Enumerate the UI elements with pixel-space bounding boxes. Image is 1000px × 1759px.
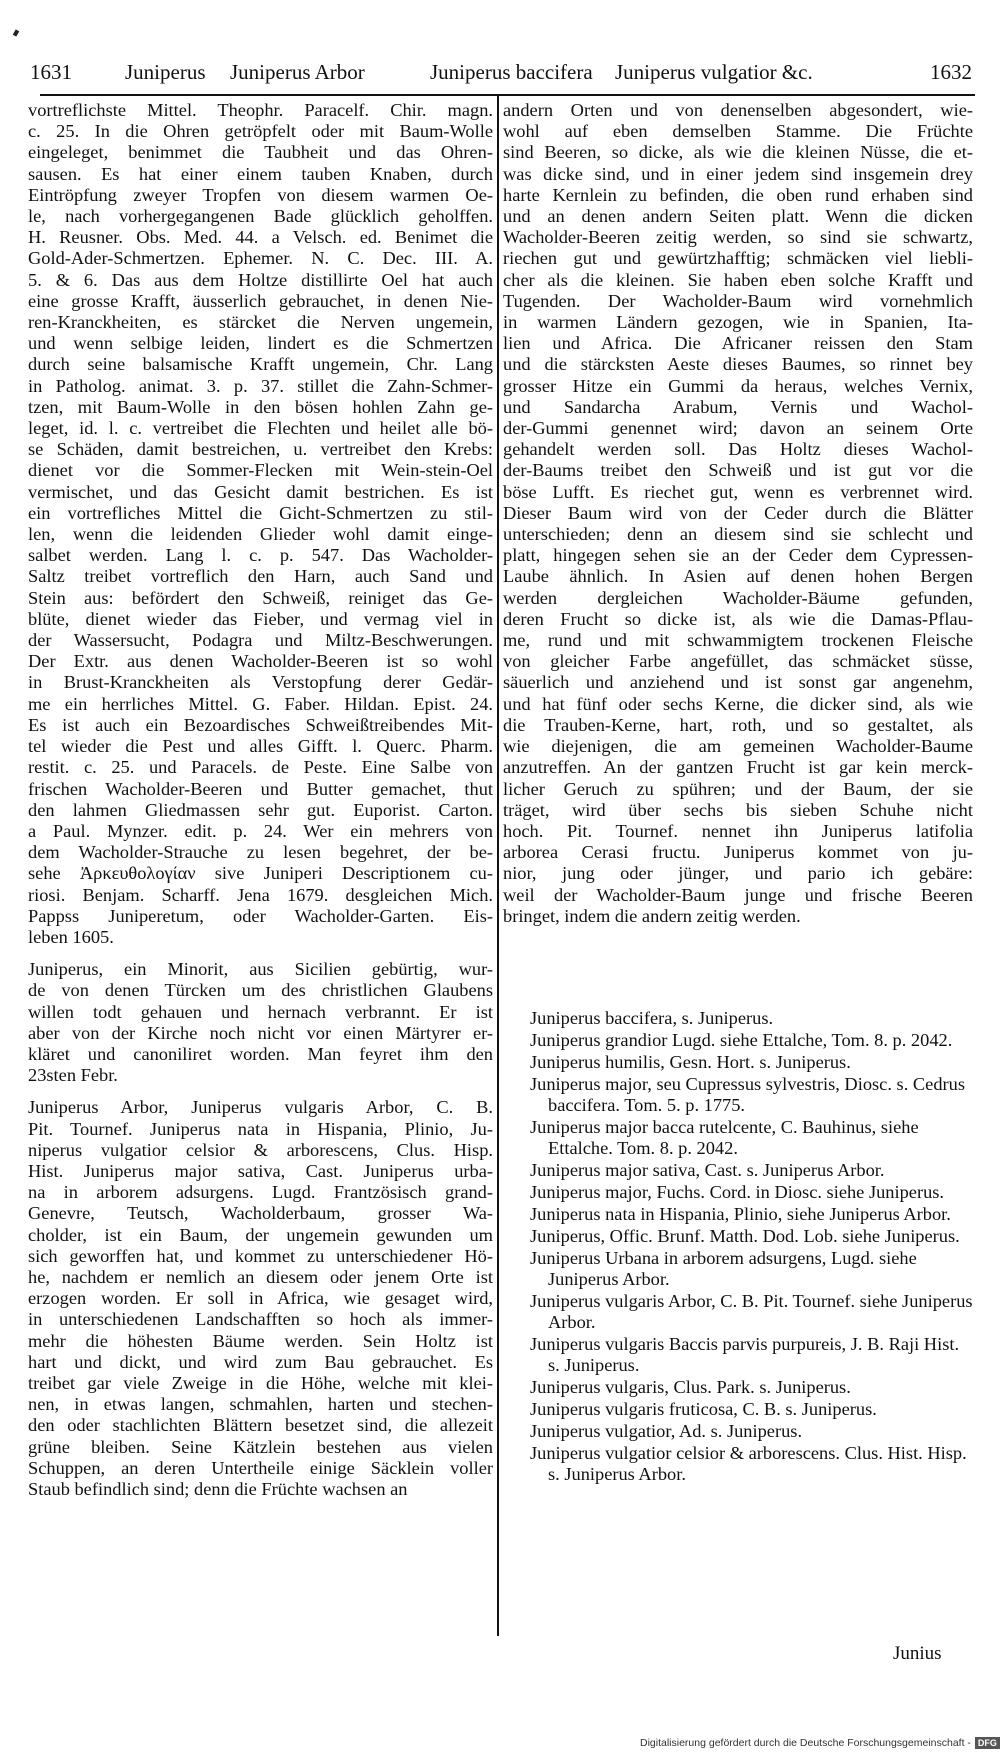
text-line: wohl auf eben demselben Stamme. Die Früchte	[503, 121, 973, 142]
text-line: tel wieder die Pest und alles Gifft. l. Querc. Pharm.	[28, 736, 493, 757]
index-entry: Juniperus grandior Lugd. siehe Ettalche, Tom. 8. p. 2042.	[530, 1030, 953, 1050]
text-line: säuerlich und anziehend und ist sonst gar angenehm,	[503, 672, 973, 693]
text-line: träget, wird über sechs bis sieben Schuhe nicht	[503, 799, 973, 820]
text-line: willen todt gehauen und hernach verbrannt. Er ist	[28, 1001, 493, 1022]
text-line: grosser Hitze ein Gummi da heraus, welches Vernix,	[503, 375, 973, 396]
text-line: und an denen andern Seiten platt. Wenn die dicken	[503, 206, 973, 227]
text-line: Es ist auch ein Bezoardisches Schweißtreibendes Mit-	[28, 714, 493, 735]
text-line: Tugenden. Der Wacholder-Baum wird vornehmlich	[503, 290, 973, 311]
text-line: mehr die höhesten Bäume werden. Sein Holtz ist	[28, 1330, 493, 1351]
right-head-2: Juniperus vulgatior &c.	[615, 60, 813, 84]
text-line: böse Lufft. Es riechet gut, wenn es verbrennet wird.	[503, 481, 973, 502]
text-line: dem Wacholder-Strauche zu lesen begehret, der be-	[28, 842, 493, 863]
digitization-footer	[640, 1737, 997, 1753]
text-line: le, nach vorhergegangenen Bade glücklich geholffen.	[28, 206, 493, 227]
text-line: Gold-Ader-Schmertzen. Ephemer. N. C. Dec. III. A.	[28, 248, 493, 269]
text-line: blüte, dienet wieder das Fieber, und vermag viel in	[28, 608, 493, 629]
catchword: Junius	[893, 1643, 942, 1664]
footer-text: Digitalisierung gefördert durch die Deutsche Forschungsgemeinschaft -	[640, 1737, 971, 1749]
text-line: cholder, ist ein Baum, der ungemein gewunden um	[28, 1224, 493, 1245]
right-paragraph-1	[503, 100, 973, 927]
text-line: c. 25. In die Ohren getröpfelt oder mit Baum-Wolle	[28, 121, 493, 142]
text-line: ren-Kranckheiten, es stärcket die Nerven ungemein,	[28, 312, 493, 333]
text-line: tzen, mit Baum-Wolle in den bösen hohlen Zahn ge-	[28, 396, 493, 417]
left-column	[28, 100, 493, 1500]
text-line: dienet vor die Sommer-Flecken mit Wein-stein-Oel	[28, 460, 493, 481]
text-line: die Trauben-Kerne, hart, roth, und so gestaltet, als	[503, 714, 973, 735]
text-line: Pit. Tournef. Juniperus nata in Hispania, Plinio, Ju-	[28, 1118, 493, 1139]
text-line: in unterschiedenen Landschafften so hoch als immer-	[28, 1309, 493, 1330]
text-line: leget, id. l. c. vertreibet die Flechten und heilet alle bö-	[28, 418, 493, 439]
text-line: Juniperus, ein Minorit, aus Sicilien gebürtig, wur-	[28, 959, 493, 980]
index-entry: Juniperus vulgatior, Ad. s. Juniperus.	[530, 1421, 803, 1441]
cross-reference-list	[530, 1008, 975, 1486]
index-entry: Juniperus vulgaris Baccis parvis purpureis, J. B. Raji Hist. s. Juniperus.	[530, 1334, 960, 1375]
text-line: vermischet, und das Gesicht damit bestrichen. Es ist	[28, 481, 493, 502]
text-line: Wacholder-Beeren zeitig werden, so sind sie schwartz,	[503, 227, 973, 248]
text-line: Der Extr. aus denen Wacholder-Beeren ist so wohl	[28, 651, 493, 672]
left-paragraph-2	[28, 959, 493, 1086]
text-line: Staub befindlich sind; denn die Früchte wachsen an	[28, 1479, 408, 1499]
text-line: und Sandarcha Arabum, Vernis und Wachol-	[503, 396, 973, 417]
text-line: nior, jung oder jünger, und pario ich gebäre:	[503, 863, 973, 884]
text-line: sich geworffen hat, und kommet zu unterschiedener Hö-	[28, 1245, 493, 1266]
text-line: sind Beeren, so dicke, als wie die kleinen Nüsse, die et-	[503, 142, 973, 163]
text-line: erzogen worden. Er soll in Africa, wie gesaget wird,	[28, 1288, 493, 1309]
text-line: wie diejenigen, die am gemeinen Wacholder-Baume	[503, 736, 973, 757]
scan-mark	[13, 29, 19, 36]
text-line: de von denen Türcken um des christlichen Glaubens	[28, 980, 493, 1001]
text-line: in Patholog. animat. 3. p. 37. stillet die Zahn-Schmer-	[28, 375, 493, 396]
text-line: riechen gut und gewürtzhafftig; schmäcken viel liebli-	[503, 248, 973, 269]
left-paragraph-1	[28, 100, 493, 948]
text-line: in Brust-Kranckheiten als Verstopfung derer Gedär-	[28, 672, 493, 693]
text-line: werden dergleichen Wacholder-Bäume gefunden,	[503, 587, 973, 608]
dfg-logo: DFG	[975, 1737, 1000, 1749]
text-line: und wenn selbige leiden, lindert es die Schmertzen	[28, 333, 493, 354]
text-line: Laube ähnlich. In Asien auf denen hohen Bergen	[503, 566, 973, 587]
text-line: deren Frucht so dicke ist, als wie die Damas-Pflau-	[503, 608, 973, 629]
text-line: lien und Africa. Die Africaner reissen den Stam	[503, 333, 973, 354]
text-line: na in arborem adsurgens. Lugd. Frantzösisch grand-	[28, 1182, 493, 1203]
text-line: Genevre, Teutsch, Wacholderbaum, grosser Wa-	[28, 1203, 493, 1224]
right-head-1: Juniperus baccifera	[430, 60, 593, 84]
column-divider	[497, 96, 499, 1636]
index-entry: Juniperus major, seu Cupressus sylvestris, Diosc. s. Cedrus baccifera. Tom. 5. p. 1775.	[530, 1074, 965, 1115]
text-line: Schuppen, an deren Untertheile einige Säcklein voller	[28, 1457, 493, 1478]
text-line: Stein aus: befördert den Schweiß, reiniget das Ge-	[28, 587, 493, 608]
text-line: nen, in etwas langen, schmahlen, harten und stechen-	[28, 1394, 493, 1415]
left-paragraph-3	[28, 1097, 493, 1500]
text-line: eingeleget, benimmet die Taubheit und das Ohren-	[28, 142, 493, 163]
text-line: 5. & 6. Das aus dem Holtze distillirte Oel hat auch	[28, 269, 493, 290]
text-line: der-Gummi genennet wird; davon an seinem Orte	[503, 418, 973, 439]
index-entry: Juniperus humilis, Gesn. Hort. s. Juniperus.	[530, 1052, 851, 1072]
index-entry: Juniperus major bacca rutelcente, C. Bauhinus, siehe Ettalche. Tom. 8. p. 2042.	[530, 1117, 919, 1158]
left-page-number: 1631	[30, 60, 72, 84]
index-entry: Juniperus vulgatior celsior & arborescens. Clus. Hist. Hisp. s. Juniperus Arbor.	[530, 1443, 967, 1484]
text-line: licher Geruch zu spühren; und der Baum, der sie	[503, 778, 973, 799]
text-line: se Schäden, damit bestreichen, u. vertreibet den Krebs:	[28, 439, 493, 460]
text-line: aber von der Kirche noch nicht vor einen Märtyrer er-	[28, 1022, 493, 1043]
text-line: und hat fünf oder sechs Kerne, die dicker sind, als wie	[503, 693, 973, 714]
index-entry: Juniperus Urbana in arborem adsurgens, Lugd. siehe Juniperus Arbor.	[530, 1248, 917, 1289]
text-line: cher als die kleinen. Sie haben eben solche Krafft und	[503, 269, 973, 290]
text-line: kläret und canoniliret worden. Man feyret ihm den	[28, 1043, 493, 1064]
text-line: frischen Wacholder-Beeren und Butter gemachet, thut	[28, 778, 493, 799]
text-line: der-Baums treibet den Schweiß und ist gut vor die	[503, 460, 973, 481]
text-line: Hist. Juniperus major sativa, Cast. Juniperus urba-	[28, 1160, 493, 1181]
text-line: und die stärcksten Aeste dieses Baumes, so rinnet bey	[503, 354, 973, 375]
text-line: riosi. Benjam. Scharff. Jena 1679. desgleichen Mich.	[28, 884, 493, 905]
text-line: vortreflichste Mittel. Theophr. Paracelf. Chir. magn.	[28, 100, 493, 120]
header-rule	[40, 94, 975, 96]
index-entry: Juniperus nata in Hispania, Plinio, siehe Juniperus Arbor.	[530, 1204, 951, 1224]
right-column	[503, 100, 973, 927]
text-line: 23sten Febr.	[28, 1065, 118, 1086]
text-line: den lahmen Gliedmassen sehr gut. Euporist. Carton.	[28, 799, 493, 820]
text-line: andern Orten und von denenselben abgesondert, wie-	[503, 100, 973, 120]
text-line: restit. c. 25. und Paracels. de Peste. Eine Salbe von	[28, 757, 493, 778]
text-line: anzutreffen. An der gantzen Frucht ist gar kein merck-	[503, 757, 973, 778]
text-line: niperus vulgatior celsior & arborescens, Clus. Hisp.	[28, 1139, 493, 1160]
text-line: der Wassersucht, Podagra und Miltz-Beschwerungen.	[28, 630, 493, 651]
right-page-number: 1632	[930, 60, 972, 84]
text-line: grüne bleiben. Seine Kätzlein bestehen aus vielen	[28, 1436, 493, 1457]
text-line: gehandelt werden soll. Das Holtz dieses Wachol-	[503, 439, 973, 460]
index-entry: Juniperus vulgaris, Clus. Park. s. Juniperus.	[530, 1377, 851, 1397]
text-line: weil der Wacholder-Baum junge und frische Beeren	[503, 884, 973, 905]
text-line: hoch. Pit. Tournef. nennet ihn Juniperus latifolia	[503, 820, 973, 841]
text-line: von gleicher Farbe angefüllet, das schmäcket süsse,	[503, 651, 973, 672]
index-entry: Juniperus major sativa, Cast. s. Juniperus Arbor.	[530, 1160, 885, 1180]
text-line: len, wenn die leidenden Glieder wohl damit einge-	[28, 524, 493, 545]
text-line: platt, hingegen sehen sie an der Ceder dem Cypressen-	[503, 545, 973, 566]
text-line: salbet werden. Lang l. c. p. 547. Das Wacholder-	[28, 545, 493, 566]
text-line: was dicke sind, und in einer jedem sind insgemein drey	[503, 163, 973, 184]
text-line: leben 1605.	[28, 926, 114, 947]
index-entry: Juniperus vulgaris fruticosa, C. B. s. Juniperus.	[530, 1399, 877, 1419]
text-line: he, nachdem er nemlich an diesem oder jenem Orte ist	[28, 1266, 493, 1287]
left-head-1: Juniperus	[125, 60, 206, 84]
index-entry: Juniperus vulgaris Arbor, C. B. Pit. Tournef. siehe Juniperus Arbor.	[530, 1291, 973, 1332]
running-header	[30, 60, 975, 94]
index-entry: Juniperus, Offic. Brunf. Matth. Dod. Lob. siehe Juniperus.	[530, 1226, 960, 1246]
index-entry: Juniperus major, Fuchs. Cord. in Diosc. siehe Juniperus.	[530, 1182, 945, 1202]
text-line: unterschieden; denn an diesem sind sie schlecht und	[503, 524, 973, 545]
text-line: a Paul. Mynzer. edit. p. 24. Wer ein mehrers von	[28, 820, 493, 841]
text-line: me, rund und mit schwammigtem trockenen Fleische	[503, 630, 973, 651]
text-line: in warmen Ländern gezogen, wie in Spanien, Ita-	[503, 312, 973, 333]
text-line: den oder stachlichten Blättern besetzet sind, die allezeit	[28, 1415, 493, 1436]
text-line: H. Reusner. Obs. Med. 44. a Velsch. ed. Benimet die	[28, 227, 493, 248]
text-line: hart und dickt, und wird zum Bau gebrauchet. Es	[28, 1351, 493, 1372]
index-entry: Juniperus baccifera, s. Juniperus.	[530, 1008, 774, 1028]
text-line: treibet gar viele Zweige in die Höhe, welche mit klei-	[28, 1372, 493, 1393]
text-line: durch seine balsamische Krafft ungemein, Chr. Lang	[28, 354, 493, 375]
text-line: me ein herrliches Mittel. G. Faber. Hildan. Epist. 24.	[28, 693, 493, 714]
text-line: sausen. Es hat einer einem tauben Knaben, durch	[28, 163, 493, 184]
text-line: Pappss Juniperetum, oder Wacholder-Garten. Eis-	[28, 905, 493, 926]
text-line: eine grosse Krafft, äusserlich gebrauchet, in denen Nie-	[28, 290, 493, 311]
text-line: harte Kernlein zu befinden, die oben rund erhaben sind	[503, 184, 973, 205]
text-line: Juniperus Arbor, Juniperus vulgaris Arbor, C. B.	[28, 1097, 493, 1118]
text-line: Dieser Baum wird von der Ceder durch die Blätter	[503, 502, 973, 523]
text-line: sehe Ἀρκευθολογίαν sive Juniperi Descriptionem cu-	[28, 863, 493, 884]
text-line: Saltz treibet vortreflich den Harn, auch Sand und	[28, 566, 493, 587]
text-line: ein vortrefliches Mittel die Gicht-Schmertzen zu stil-	[28, 502, 493, 523]
text-line: Eintröpfung zweyer Tropfen von diesem warmen Oe-	[28, 184, 493, 205]
text-line: bringet, indem die andern zeitig werden.	[503, 905, 801, 926]
text-line: arborea Cerasi fructu. Juniperus kommet von ju-	[503, 842, 973, 863]
left-head-2: Juniperus Arbor	[230, 60, 365, 84]
